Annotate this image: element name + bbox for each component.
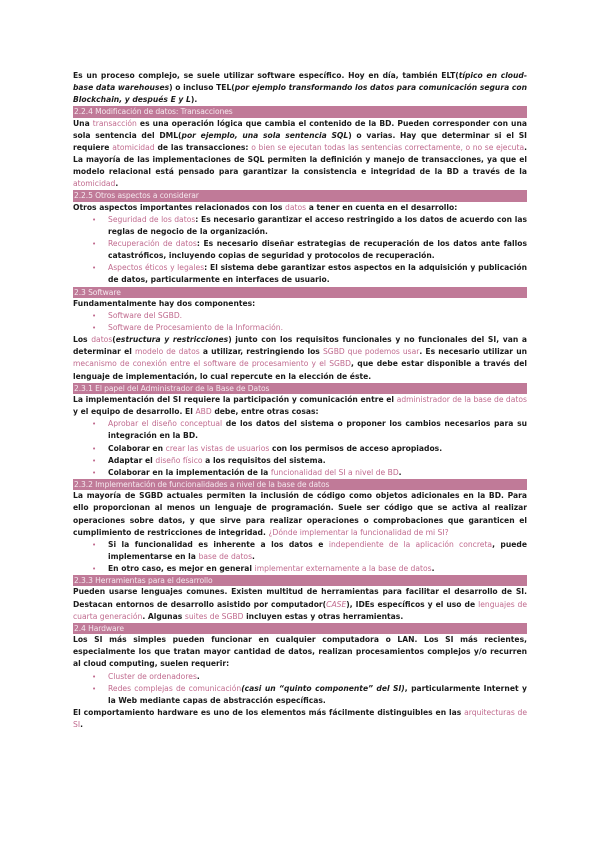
link-atomicidad-def[interactable]: o bien se ejecutan todas las sentencias correctamente, o no se ejecuta (251, 142, 525, 152)
link-software-sgbd[interactable]: Software del SGBD. (108, 311, 183, 321)
heading-2-2-5: 2.2.5 Otros aspectos a considerar (73, 190, 527, 202)
list-otros-aspectos (73, 214, 527, 287)
bullet-icon: • (92, 264, 97, 273)
link-transaccion[interactable]: transacción (92, 118, 137, 128)
link-suites-sgbd[interactable]: suites de SGBD (184, 611, 244, 621)
list-software (73, 310, 527, 334)
paragraph-herramientas: Pueden usarse lenguajes comunes. Existen multitud de herramientas para facilitar el desarrollo de SI. Destacan entornos de desarrollo asistido por computador(CASE), IDEs específicos y el uso de lenguajes de cuarta generación. Algunas suites de SGBD incluyen estas y otras herramientas. (73, 587, 527, 621)
bullet-icon: • (92, 672, 97, 681)
list-item: • Seguridad de los datos: Es necesario garantizar el acceso restringido a los datos de acuerdo con las reglas de negocio de la organización. (92, 214, 527, 237)
paragraph-software: Fundamentalmente hay dos componentes: (73, 299, 256, 308)
link-diseno-fisico[interactable]: diseño físico (155, 455, 203, 465)
heading-2-4: 2.4 Hardware (73, 623, 527, 635)
link-seguridad[interactable]: Seguridad de los datos (108, 214, 196, 224)
link-arquitecturas-si[interactable]: arquitecturas de SI (73, 707, 527, 729)
list-item: • Redes complejas de comunicación(casi un “quinto componente” del SI), particularmente Internet y la Web mediante capas de abstracción específicas. (92, 683, 527, 705)
list-item: • Colaborar en crear las vistas de usuarios con los permisos de acceso apropiados. (73, 443, 527, 455)
list-item: • En otro caso, es mejor en general implementar externamente a la base de datos. (73, 563, 527, 575)
link-lenguajes-4g[interactable]: lenguajes de cuarta generación (73, 599, 527, 621)
link-recuperacion[interactable]: Recuperación de datos (108, 239, 197, 249)
bullet-icon: • (92, 324, 97, 333)
list-item: • Adaptar el diseño físico a los requisitos del sistema. (73, 455, 527, 467)
heading-2-3-1: 2.3.1 El papel del Administrador de la Base de Datos (73, 383, 527, 395)
list-item: • Aspectos éticos y legales: El sistema debe garantizar estos aspectos en la adquisición y publicación de datos, particularmente en interfaces de usuario. (92, 263, 527, 285)
paragraph-hardware: Los SI más simples pueden funcionar en cualquier computadora o LAN. Los SI más recientes, especialmente los que tratan mayor cantidad de datos, realizan procesamientos complejos y/o recurren al cloud computing, suelen requerir: (73, 635, 527, 669)
list-item: • Colaborar en la implementación de la funcionalidad del SI a nivel de BD. (73, 467, 527, 479)
link-datos-2[interactable]: datos (91, 335, 113, 345)
list-implementacion (73, 539, 527, 575)
link-abd[interactable]: ABD (195, 407, 212, 417)
paragraph-otros-aspectos: Otros aspectos importantes relacionados con los datos a tener en cuenta en el desarrollo: (73, 202, 458, 212)
link-cluster[interactable]: Cluster de ordenadores (108, 671, 197, 681)
list-item (73, 322, 527, 334)
heading-2-3: 2.3 Software (73, 287, 527, 299)
paragraph-implementacion: La mayoría de SGBD actuales permiten la inclusión de código como objetos adicionales en la BD. Para ello proporcionan al menos un lenguaje de programación. Suele ser código que se activa al realizar operaciones sobre datos, y que sirve para realizar operaciones o comprobaciones que garanticen el cumplimiento de restricciones de integridad. ¿Dónde implementar la funcionalidad de mi SI? (73, 491, 527, 537)
paragraph-transacciones: Una transacción es una operación lógica que cambia el contenido de la BD. Pueden corresponder con una sola sentencia del DML(por ejemplo, una sola sentencia SQL) o varias. Hay que determinar si el SI requiere atomicidad de las transacciones: o bien se ejecutan todas las sentencias correctamente, o no se ejecuta. La mayoría de las implementaciones de SQL permiten la definición y manejo de transacciones, ya que el modelo relacional está pensado para garantizar la consistencia e integridad de la BD a través de la atomicidad. (73, 118, 527, 189)
intro-paragraph: Es un proceso complejo, se suele utilizar software específico. Hoy en día, también ELT(típico en cloud-base data warehouses) o incluso TEL(por ejemplo transformando los datos para comunicación segura con Blockchain, y después E y L). (73, 71, 528, 105)
link-funcionalidad-bd[interactable]: funcionalidad del SI a nivel de BD (270, 467, 399, 477)
link-modelo-datos[interactable]: modelo de datos (135, 347, 200, 357)
paragraph-datos-modelo: Los datos(estructura y restricciones) junto con los requisitos funcionales y no funcionales del SI, van a determinar el modelo de datos a utilizar, restringiendo los SGBD que podemos usar. Es necesario utilizar un mecanismo de conexión entre el software de procesamiento y el SGBD, que debe estar disponible a través del lenguaje de implementación, lo cual repercute en la elección de éste. (73, 335, 528, 381)
bullet-icon: • (92, 240, 97, 249)
list-item: • Aprobar el diseño conceptual de los datos del sistema o proponer los cambios necesarios para su integración en la BD. (92, 419, 527, 441)
bullet-icon: • (92, 312, 97, 321)
bullet-icon: • (92, 456, 97, 465)
link-crear-vistas[interactable]: crear las vistas de usuarios (165, 443, 270, 453)
link-administrador-bd[interactable]: administrador de la base de datos (396, 395, 527, 405)
heading-2-3-3: 2.3.3 Herramientas para el desarrollo (73, 575, 527, 587)
list-item: • Recuperación de datos: Es necesario diseñar estrategias de recuperación de los datos ante fallos catastróficos, incluyendo copias de seguridad y protocolos de recuperación. (92, 239, 528, 261)
bullet-icon: • (92, 684, 97, 693)
list-item: • Si la funcionalidad es inherente a los datos e independiente de la aplicación concreta, puede implementarse en la base de datos. (92, 539, 528, 561)
list-abd (73, 418, 527, 478)
paragraph-arquitecturas: El comportamiento hardware es uno de los elementos más fácilmente distinguibles en las arquitecturas de SI. (73, 707, 527, 729)
link-base-datos[interactable]: base de datos (198, 551, 253, 561)
list-hardware (73, 671, 527, 707)
bullet-icon: • (92, 215, 97, 224)
link-aspectos-eticos[interactable]: Aspectos éticos y legales (108, 263, 205, 273)
list-item (73, 310, 527, 322)
link-sgbd-usar[interactable]: SGBD que podemos usar (322, 347, 420, 357)
link-redes-complejas[interactable]: Redes complejas de comunicación (108, 683, 242, 693)
bullet-icon: • (92, 564, 97, 573)
link-mecanismo-conexion[interactable]: mecanismo de conexión entre el software de procesamiento y el SGBD (73, 359, 351, 369)
link-independiente-app[interactable]: independiente de la aplicación concreta (328, 539, 493, 549)
bullet-icon: • (92, 420, 97, 429)
paragraph-abd: La implementación del SI requiere la participación y comunicación entre el administrador de la base de datos y el equipo de desarrollo. El ABD debe, entre otras cosas: (73, 395, 527, 417)
link-atomicidad-2[interactable]: atomicidad (73, 179, 116, 189)
heading-2-2-4: 2.2.4 Modificación de datos: Transacciones (73, 106, 527, 118)
link-case[interactable]: CASE (326, 599, 347, 609)
heading-2-3-2: 2.3.2 Implementación de funcionalidades a nivel de la base de datos (73, 479, 527, 491)
link-donde-implementar[interactable]: ¿Dónde implementar la funcionalidad de mi SI? (268, 527, 449, 537)
bullet-icon: • (92, 540, 97, 549)
link-atomicidad[interactable]: atomicidad (112, 142, 155, 152)
link-aprobar-diseno[interactable]: Aprobar el diseño conceptual (108, 419, 223, 429)
list-item: • Cluster de ordenadores. (73, 671, 527, 683)
document-page (73, 70, 527, 731)
link-software-procesamiento[interactable]: Software de Procesamiento de la Información. (108, 323, 283, 333)
link-implementar-externamente[interactable]: implementar externamente a la base de datos (254, 563, 432, 573)
link-datos[interactable]: datos (285, 202, 307, 212)
bullet-icon: • (92, 444, 97, 453)
bullet-icon: • (92, 468, 97, 477)
